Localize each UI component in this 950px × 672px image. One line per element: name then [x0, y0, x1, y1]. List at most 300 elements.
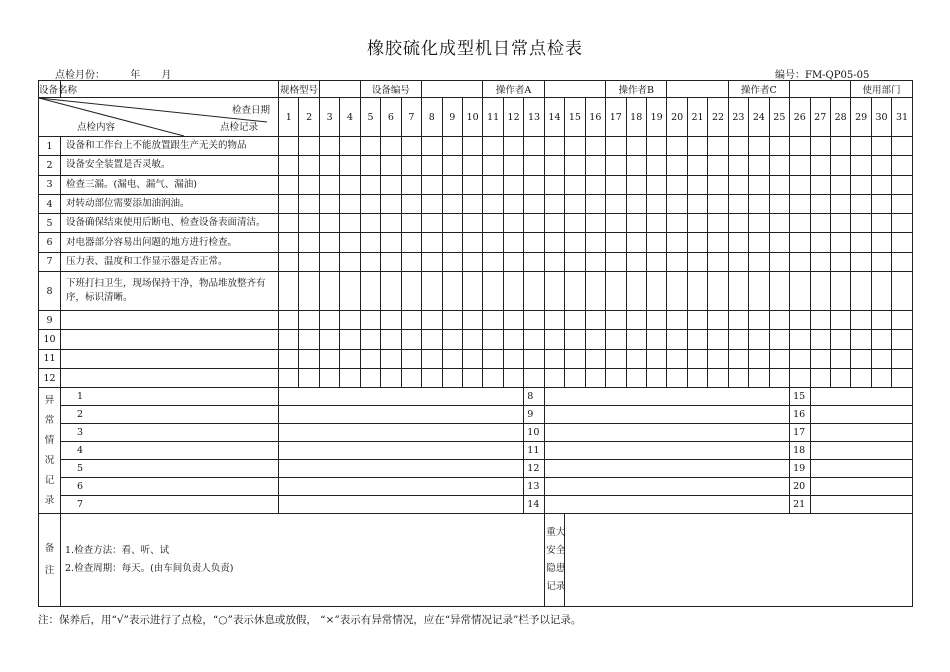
check-cell[interactable]: [360, 272, 380, 311]
check-cell[interactable]: [626, 194, 646, 213]
check-cell[interactable]: [606, 311, 626, 330]
check-cell[interactable]: [749, 194, 769, 213]
check-cell[interactable]: [830, 214, 850, 233]
check-cell[interactable]: [728, 156, 748, 175]
check-cell[interactable]: [708, 233, 728, 252]
check-cell[interactable]: [606, 175, 626, 194]
check-cell[interactable]: [810, 252, 830, 271]
check-cell[interactable]: [687, 233, 707, 252]
check-cell[interactable]: [769, 311, 789, 330]
check-cell[interactable]: [319, 311, 339, 330]
check-cell[interactable]: [892, 156, 912, 175]
check-cell[interactable]: [687, 349, 707, 368]
check-cell[interactable]: [810, 330, 830, 349]
check-cell[interactable]: [503, 137, 523, 156]
check-cell[interactable]: [544, 368, 564, 387]
field-value[interactable]: [319, 81, 360, 98]
check-cell[interactable]: [319, 194, 339, 213]
check-cell[interactable]: [626, 349, 646, 368]
check-cell[interactable]: [769, 137, 789, 156]
check-cell[interactable]: [360, 368, 380, 387]
check-cell[interactable]: [401, 214, 421, 233]
check-cell[interactable]: [790, 252, 810, 271]
check-cell[interactable]: [810, 349, 830, 368]
check-cell[interactable]: [442, 175, 462, 194]
check-cell[interactable]: [340, 349, 360, 368]
check-cell[interactable]: [728, 272, 748, 311]
check-cell[interactable]: [544, 252, 564, 271]
check-cell[interactable]: [646, 252, 666, 271]
check-cell[interactable]: [340, 214, 360, 233]
check-cell[interactable]: [830, 233, 850, 252]
check-cell[interactable]: [401, 368, 421, 387]
check-cell[interactable]: [667, 194, 687, 213]
check-cell[interactable]: [422, 233, 442, 252]
check-cell[interactable]: [442, 156, 462, 175]
check-cell[interactable]: [524, 137, 544, 156]
check-cell[interactable]: [626, 156, 646, 175]
check-cell[interactable]: [442, 368, 462, 387]
check-cell[interactable]: [687, 175, 707, 194]
check-cell[interactable]: [462, 137, 482, 156]
check-cell[interactable]: [708, 214, 728, 233]
check-cell[interactable]: [544, 137, 564, 156]
check-cell[interactable]: [360, 156, 380, 175]
check-cell[interactable]: [442, 194, 462, 213]
check-cell[interactable]: [279, 349, 299, 368]
check-cell[interactable]: [483, 214, 503, 233]
check-cell[interactable]: [565, 368, 585, 387]
check-cell[interactable]: [830, 311, 850, 330]
check-cell[interactable]: [708, 368, 728, 387]
check-cell[interactable]: [319, 214, 339, 233]
check-cell[interactable]: [851, 156, 871, 175]
check-cell[interactable]: [299, 368, 319, 387]
check-cell[interactable]: [503, 330, 523, 349]
check-cell[interactable]: [442, 349, 462, 368]
check-cell[interactable]: [810, 311, 830, 330]
check-cell[interactable]: [462, 214, 482, 233]
check-cell[interactable]: [728, 368, 748, 387]
check-cell[interactable]: [687, 214, 707, 233]
check-cell[interactable]: [749, 272, 769, 311]
check-cell[interactable]: [728, 349, 748, 368]
check-cell[interactable]: [503, 311, 523, 330]
check-cell[interactable]: [565, 252, 585, 271]
check-cell[interactable]: [340, 175, 360, 194]
abnormal-record[interactable]: [544, 460, 789, 478]
check-cell[interactable]: [851, 233, 871, 252]
check-cell[interactable]: [606, 156, 626, 175]
check-cell[interactable]: [687, 368, 707, 387]
check-cell[interactable]: [544, 156, 564, 175]
check-cell[interactable]: [646, 175, 666, 194]
check-cell[interactable]: [871, 137, 891, 156]
check-cell[interactable]: [851, 175, 871, 194]
check-cell[interactable]: [830, 175, 850, 194]
check-cell[interactable]: [646, 156, 666, 175]
check-cell[interactable]: [565, 233, 585, 252]
check-cell[interactable]: [524, 214, 544, 233]
check-cell[interactable]: [871, 272, 891, 311]
check-cell[interactable]: [360, 330, 380, 349]
check-cell[interactable]: [544, 194, 564, 213]
check-cell[interactable]: [319, 156, 339, 175]
check-cell[interactable]: [279, 233, 299, 252]
check-cell[interactable]: [790, 233, 810, 252]
check-cell[interactable]: [422, 252, 442, 271]
check-cell[interactable]: [728, 252, 748, 271]
check-cell[interactable]: [483, 349, 503, 368]
abnormal-record[interactable]: [544, 478, 789, 496]
check-cell[interactable]: [442, 233, 462, 252]
check-cell[interactable]: [381, 156, 401, 175]
check-cell[interactable]: [769, 272, 789, 311]
check-cell[interactable]: [790, 272, 810, 311]
check-cell[interactable]: [299, 175, 319, 194]
check-cell[interactable]: [462, 194, 482, 213]
check-cell[interactable]: [892, 175, 912, 194]
check-cell[interactable]: [810, 272, 830, 311]
check-cell[interactable]: [462, 349, 482, 368]
check-cell[interactable]: [708, 194, 728, 213]
check-cell[interactable]: [851, 272, 871, 311]
check-cell[interactable]: [810, 194, 830, 213]
check-cell[interactable]: [626, 137, 646, 156]
check-cell[interactable]: [340, 368, 360, 387]
check-cell[interactable]: [360, 137, 380, 156]
check-cell[interactable]: [851, 368, 871, 387]
check-cell[interactable]: [892, 194, 912, 213]
check-cell[interactable]: [503, 175, 523, 194]
check-cell[interactable]: [524, 311, 544, 330]
check-cell[interactable]: [790, 175, 810, 194]
check-cell[interactable]: [769, 368, 789, 387]
check-cell[interactable]: [646, 349, 666, 368]
check-cell[interactable]: [810, 175, 830, 194]
check-cell[interactable]: [422, 272, 442, 311]
check-cell[interactable]: [646, 311, 666, 330]
abnormal-record[interactable]: [810, 496, 912, 514]
check-cell[interactable]: [544, 272, 564, 311]
check-cell[interactable]: [585, 349, 605, 368]
check-cell[interactable]: [503, 233, 523, 252]
check-cell[interactable]: [687, 272, 707, 311]
check-cell[interactable]: [667, 156, 687, 175]
check-cell[interactable]: [401, 252, 421, 271]
check-cell[interactable]: [401, 156, 421, 175]
check-cell[interactable]: [585, 272, 605, 311]
check-cell[interactable]: [769, 156, 789, 175]
check-cell[interactable]: [871, 175, 891, 194]
check-cell[interactable]: [606, 330, 626, 349]
check-cell[interactable]: [810, 233, 830, 252]
check-cell[interactable]: [851, 349, 871, 368]
check-cell[interactable]: [667, 330, 687, 349]
check-cell[interactable]: [422, 349, 442, 368]
abnormal-record[interactable]: [279, 406, 524, 424]
check-cell[interactable]: [319, 330, 339, 349]
check-cell[interactable]: [442, 214, 462, 233]
check-cell[interactable]: [871, 252, 891, 271]
check-cell[interactable]: [749, 311, 769, 330]
check-cell[interactable]: [422, 175, 442, 194]
check-cell[interactable]: [749, 137, 769, 156]
check-cell[interactable]: [626, 252, 646, 271]
check-cell[interactable]: [667, 349, 687, 368]
check-cell[interactable]: [340, 156, 360, 175]
check-cell[interactable]: [687, 156, 707, 175]
check-cell[interactable]: [360, 233, 380, 252]
check-cell[interactable]: [524, 330, 544, 349]
check-cell[interactable]: [646, 368, 666, 387]
check-cell[interactable]: [585, 214, 605, 233]
check-cell[interactable]: [749, 330, 769, 349]
check-cell[interactable]: [340, 137, 360, 156]
check-cell[interactable]: [728, 330, 748, 349]
check-cell[interactable]: [442, 311, 462, 330]
field-value[interactable]: [544, 81, 605, 98]
check-cell[interactable]: [830, 137, 850, 156]
check-cell[interactable]: [585, 233, 605, 252]
check-cell[interactable]: [544, 311, 564, 330]
check-cell[interactable]: [544, 233, 564, 252]
check-cell[interactable]: [728, 311, 748, 330]
hazard-record[interactable]: [565, 514, 913, 607]
check-cell[interactable]: [340, 311, 360, 330]
check-cell[interactable]: [585, 311, 605, 330]
check-cell[interactable]: [483, 137, 503, 156]
check-cell[interactable]: [565, 175, 585, 194]
check-cell[interactable]: [687, 311, 707, 330]
check-cell[interactable]: [830, 252, 850, 271]
check-cell[interactable]: [851, 214, 871, 233]
check-cell[interactable]: [483, 311, 503, 330]
check-cell[interactable]: [606, 194, 626, 213]
check-cell[interactable]: [565, 330, 585, 349]
abnormal-record[interactable]: [544, 406, 789, 424]
check-cell[interactable]: [626, 233, 646, 252]
check-cell[interactable]: [422, 137, 442, 156]
abnormal-record[interactable]: [279, 424, 524, 442]
check-cell[interactable]: [708, 156, 728, 175]
abnormal-record[interactable]: [544, 496, 789, 514]
check-cell[interactable]: [360, 214, 380, 233]
check-cell[interactable]: [851, 252, 871, 271]
check-cell[interactable]: [830, 272, 850, 311]
check-cell[interactable]: [667, 233, 687, 252]
check-cell[interactable]: [769, 175, 789, 194]
check-cell[interactable]: [483, 368, 503, 387]
check-cell[interactable]: [830, 349, 850, 368]
check-cell[interactable]: [340, 233, 360, 252]
check-cell[interactable]: [830, 368, 850, 387]
check-cell[interactable]: [401, 349, 421, 368]
check-cell[interactable]: [381, 252, 401, 271]
check-cell[interactable]: [503, 156, 523, 175]
check-cell[interactable]: [892, 233, 912, 252]
check-cell[interactable]: [790, 156, 810, 175]
check-cell[interactable]: [790, 311, 810, 330]
check-cell[interactable]: [749, 349, 769, 368]
check-cell[interactable]: [646, 330, 666, 349]
check-cell[interactable]: [279, 156, 299, 175]
check-cell[interactable]: [340, 194, 360, 213]
check-cell[interactable]: [279, 311, 299, 330]
check-cell[interactable]: [319, 137, 339, 156]
check-cell[interactable]: [503, 214, 523, 233]
check-cell[interactable]: [871, 330, 891, 349]
check-cell[interactable]: [483, 233, 503, 252]
check-cell[interactable]: [319, 368, 339, 387]
check-cell[interactable]: [667, 214, 687, 233]
check-cell[interactable]: [769, 214, 789, 233]
check-cell[interactable]: [565, 137, 585, 156]
abnormal-record[interactable]: [810, 442, 912, 460]
check-cell[interactable]: [524, 368, 544, 387]
check-cell[interactable]: [606, 233, 626, 252]
check-cell[interactable]: [299, 233, 319, 252]
check-cell[interactable]: [299, 156, 319, 175]
check-cell[interactable]: [667, 368, 687, 387]
check-cell[interactable]: [749, 233, 769, 252]
check-cell[interactable]: [462, 252, 482, 271]
check-cell[interactable]: [606, 368, 626, 387]
check-cell[interactable]: [790, 330, 810, 349]
check-cell[interactable]: [442, 137, 462, 156]
check-cell[interactable]: [585, 368, 605, 387]
check-cell[interactable]: [381, 194, 401, 213]
abnormal-record[interactable]: [279, 460, 524, 478]
check-cell[interactable]: [279, 194, 299, 213]
check-cell[interactable]: [442, 272, 462, 311]
check-cell[interactable]: [749, 252, 769, 271]
check-cell[interactable]: [503, 252, 523, 271]
check-cell[interactable]: [340, 272, 360, 311]
check-cell[interactable]: [401, 175, 421, 194]
check-cell[interactable]: [462, 156, 482, 175]
check-cell[interactable]: [708, 311, 728, 330]
check-cell[interactable]: [462, 233, 482, 252]
check-cell[interactable]: [524, 233, 544, 252]
abnormal-record[interactable]: [279, 496, 524, 514]
check-cell[interactable]: [381, 330, 401, 349]
check-cell[interactable]: [544, 175, 564, 194]
check-cell[interactable]: [769, 330, 789, 349]
check-cell[interactable]: [646, 233, 666, 252]
check-cell[interactable]: [749, 175, 769, 194]
check-cell[interactable]: [299, 252, 319, 271]
check-cell[interactable]: [606, 214, 626, 233]
abnormal-record[interactable]: [810, 460, 912, 478]
check-cell[interactable]: [667, 175, 687, 194]
check-cell[interactable]: [830, 330, 850, 349]
check-cell[interactable]: [524, 156, 544, 175]
check-cell[interactable]: [728, 175, 748, 194]
check-cell[interactable]: [810, 214, 830, 233]
check-cell[interactable]: [646, 137, 666, 156]
check-cell[interactable]: [401, 194, 421, 213]
abnormal-record[interactable]: [810, 406, 912, 424]
check-cell[interactable]: [769, 233, 789, 252]
check-cell[interactable]: [360, 349, 380, 368]
check-cell[interactable]: [871, 156, 891, 175]
check-cell[interactable]: [462, 368, 482, 387]
check-cell[interactable]: [892, 137, 912, 156]
check-cell[interactable]: [483, 156, 503, 175]
check-cell[interactable]: [790, 214, 810, 233]
abnormal-record[interactable]: [544, 424, 789, 442]
check-cell[interactable]: [422, 368, 442, 387]
check-cell[interactable]: [646, 214, 666, 233]
check-cell[interactable]: [401, 233, 421, 252]
check-cell[interactable]: [462, 330, 482, 349]
check-cell[interactable]: [524, 194, 544, 213]
check-cell[interactable]: [769, 252, 789, 271]
check-cell[interactable]: [790, 137, 810, 156]
check-cell[interactable]: [687, 252, 707, 271]
check-cell[interactable]: [279, 252, 299, 271]
check-cell[interactable]: [646, 272, 666, 311]
field-value[interactable]: [667, 81, 728, 98]
check-cell[interactable]: [606, 137, 626, 156]
check-cell[interactable]: [524, 272, 544, 311]
check-cell[interactable]: [728, 214, 748, 233]
abnormal-record[interactable]: [279, 478, 524, 496]
check-cell[interactable]: [442, 252, 462, 271]
abnormal-record[interactable]: [810, 388, 912, 406]
field-value[interactable]: [422, 81, 483, 98]
check-cell[interactable]: [728, 233, 748, 252]
check-cell[interactable]: [626, 330, 646, 349]
check-cell[interactable]: [830, 194, 850, 213]
check-cell[interactable]: [565, 194, 585, 213]
check-cell[interactable]: [871, 368, 891, 387]
check-cell[interactable]: [524, 175, 544, 194]
check-cell[interactable]: [892, 330, 912, 349]
check-cell[interactable]: [790, 349, 810, 368]
check-cell[interactable]: [401, 137, 421, 156]
abnormal-record[interactable]: [544, 388, 789, 406]
abnormal-record[interactable]: [544, 442, 789, 460]
check-cell[interactable]: [360, 175, 380, 194]
check-cell[interactable]: [687, 194, 707, 213]
check-cell[interactable]: [810, 156, 830, 175]
check-cell[interactable]: [585, 175, 605, 194]
check-cell[interactable]: [585, 137, 605, 156]
check-cell[interactable]: [503, 368, 523, 387]
check-cell[interactable]: [790, 368, 810, 387]
check-cell[interactable]: [830, 156, 850, 175]
check-cell[interactable]: [483, 330, 503, 349]
abnormal-record[interactable]: [279, 442, 524, 460]
check-cell[interactable]: [299, 330, 319, 349]
check-cell[interactable]: [708, 272, 728, 311]
check-cell[interactable]: [524, 252, 544, 271]
check-cell[interactable]: [892, 368, 912, 387]
check-cell[interactable]: [749, 214, 769, 233]
field-value[interactable]: [61, 81, 279, 98]
check-cell[interactable]: [892, 349, 912, 368]
check-cell[interactable]: [360, 252, 380, 271]
check-cell[interactable]: [483, 272, 503, 311]
check-cell[interactable]: [585, 156, 605, 175]
check-cell[interactable]: [708, 137, 728, 156]
check-cell[interactable]: [687, 137, 707, 156]
check-cell[interactable]: [381, 272, 401, 311]
check-cell[interactable]: [871, 194, 891, 213]
check-cell[interactable]: [749, 368, 769, 387]
